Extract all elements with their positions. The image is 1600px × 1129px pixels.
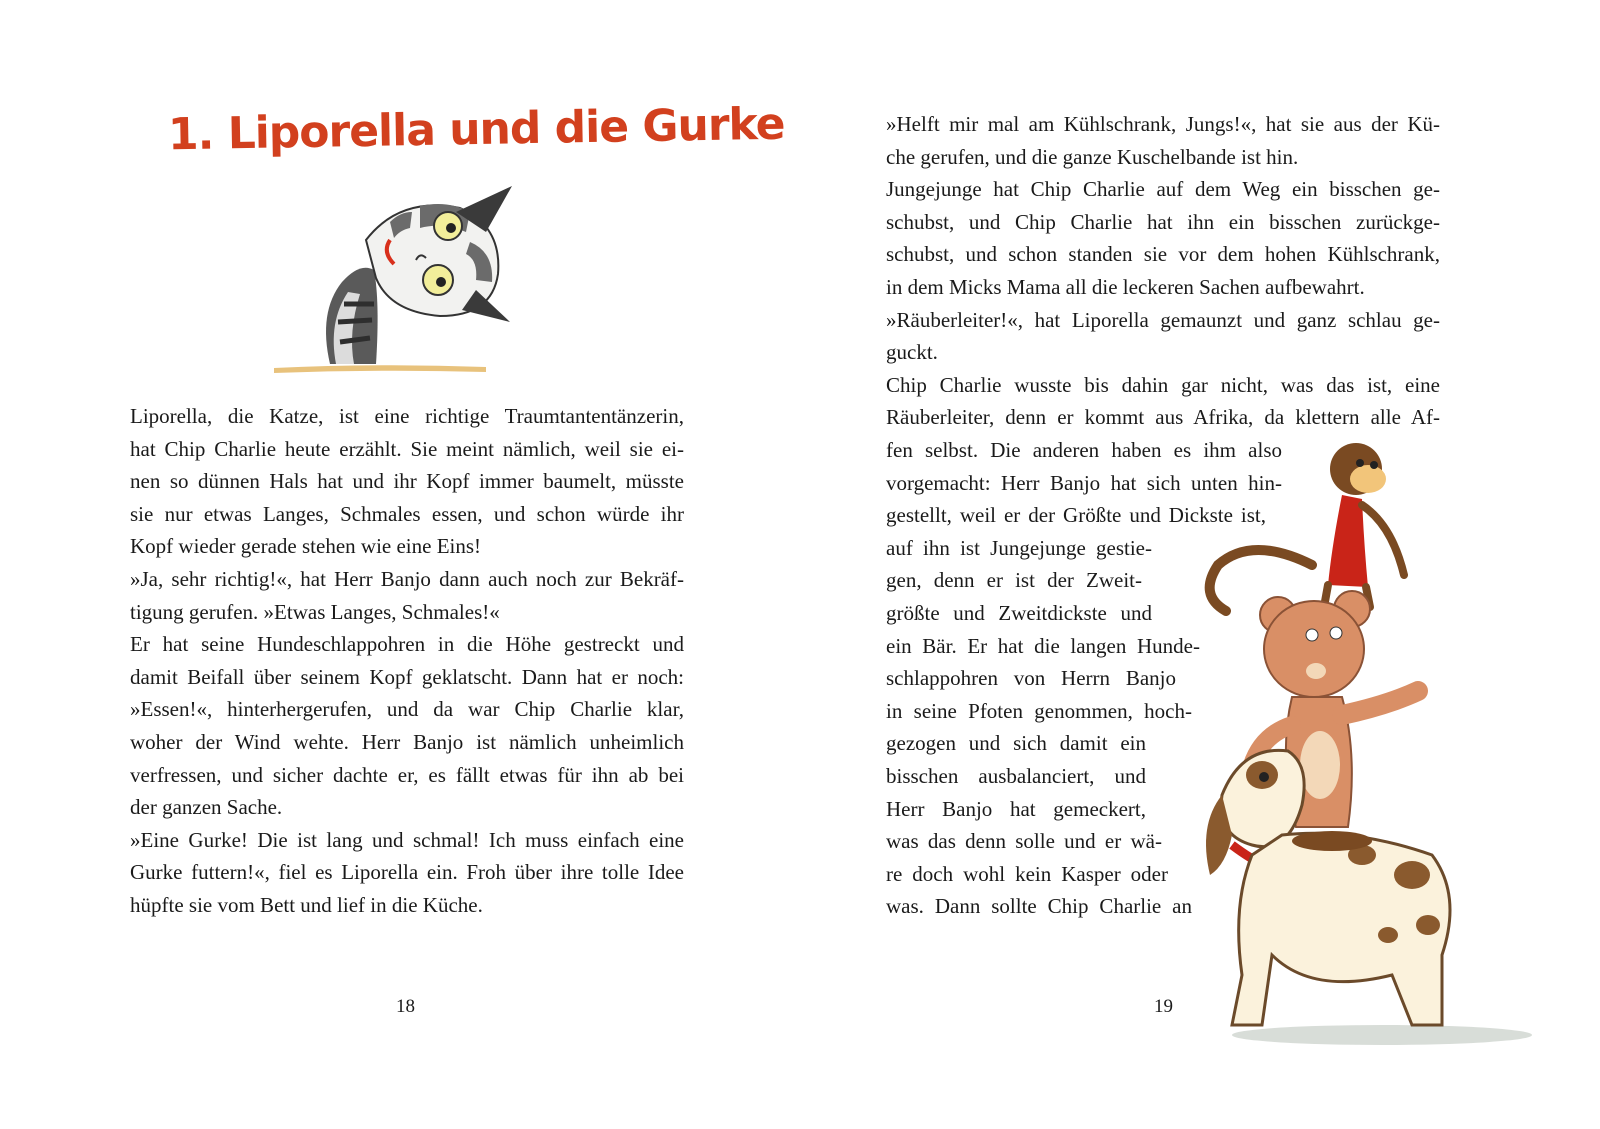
text-line: »Helft mir mal am Kühlschrank, Jungs!«, hat sie aus der Kü- [886,112,1440,136]
chapter-title: 1. Liporella und die Gurke [167,98,785,161]
text-line: in seine Pfoten genommen, hoch- [886,698,1192,723]
page-number: 19 [1154,996,1173,1017]
text-line: tigung gerufen. »Etwas Langes, Schmales!« [130,599,500,624]
text-line: was. Dann sollte Chip Charlie an [886,894,1192,919]
text-line: Er hat seine Hundeschlappohren in die Höhe gestreckt und [130,632,684,657]
text-line: schubst, und schon standen sie vor dem hohen Kühlschrank, [886,242,1440,267]
body-text [130,400,684,922]
text-line: was das denn solle und er wä- [886,829,1162,854]
text-line: guckt. [886,340,938,365]
text-line: fen selbst. Die anderen haben es ihm also [886,438,1282,462]
text-line: re doch wohl kein Kasper oder [886,861,1168,886]
text-line: Herr Banjo hat gemeckert, [886,796,1146,821]
text-line: sie nur etwas Langes, Schmales essen, und schon würde ihr [130,501,684,526]
text-line: che gerufen, und die ganze Kuschelbande ist hin. [886,144,1299,169]
text-line: schlappohren von Herrn Banjo [886,666,1176,691]
animals-tower-illustration [1192,435,1542,1060]
text-line: gen, denn er ist der Zweit- [886,568,1142,593]
text-line: Gurke futtern!«, fiel es Liporella ein. Froh über ihre tolle Idee [130,860,684,885]
cat-illustration [270,182,530,382]
text-line: Chip Charlie wusste bis dahin gar nicht, was das ist, eine [886,372,1440,397]
text-line: »Räuberleiter!«, hat Liporella gemaunzt und ganz schlau ge- [886,307,1440,332]
text-line: »Ja, sehr richtig!«, hat Herr Banjo dann auch noch zur Bekräf- [130,566,684,591]
text-line: nen so dünnen Hals hat und ihr Kopf immer baumelt, müsste [130,469,684,494]
text-line: der ganzen Sache. [130,795,283,820]
text-line: Jungejunge hat Chip Charlie auf dem Weg ein bisschen ge- [886,177,1440,202]
text-line: Kopf wieder gerade stehen wie eine Eins! [130,534,482,559]
text-line: hüpfte sie vom Bett und lief in die Küche. [130,892,483,917]
text-line: Räuberleiter, denn er kommt aus Afrika, da klettern alle Af- [886,405,1440,430]
text-line: gezogen und sich damit ein [886,731,1146,756]
text-line: hat Chip Charlie heute erzählt. Sie meint nämlich, weil sie ei- [130,436,684,461]
text-line: bisschen ausbalanciert, und [886,763,1146,788]
text-line: »Essen!«, hinterhergerufen, und da war Chip Charlie klar, [130,697,684,722]
right-page [800,0,1600,1129]
text-line: ein Bär. Er hat die langen Hunde- [886,633,1200,658]
text-line: auf ihn ist Jungejunge gestie- [886,535,1152,560]
body-text [886,108,1440,434]
text-line: »Eine Gurke! Die ist lang und schmal! Ich muss einfach eine [130,827,684,852]
text-line: vorgemacht: Herr Banjo hat sich unten hin- [886,470,1282,495]
text-line: Liporella, die Katze, ist eine richtige Traumtantentänzerin, [130,404,684,428]
page-number: 18 [396,996,415,1017]
text-line: in dem Micks Mama all die leckeren Sachen aufbewahrt. [886,274,1365,299]
text-line: größte und Zweitdickste und [886,600,1152,625]
text-line: verfressen, und sicher dachte er, es fällt etwas für ihn ab bei [130,762,684,787]
text-line: damit Beifall über seinem Kopf geklatscht. Dann hat er noch: [130,664,684,689]
text-line: schubst, und Chip Charlie hat ihn ein bisschen zurückge- [886,209,1440,234]
text-line: woher der Wind wehte. Herr Banjo ist nämlich unheimlich [130,729,684,754]
text-line: gestellt, weil er der Größte und Dickste ist, [886,503,1266,528]
